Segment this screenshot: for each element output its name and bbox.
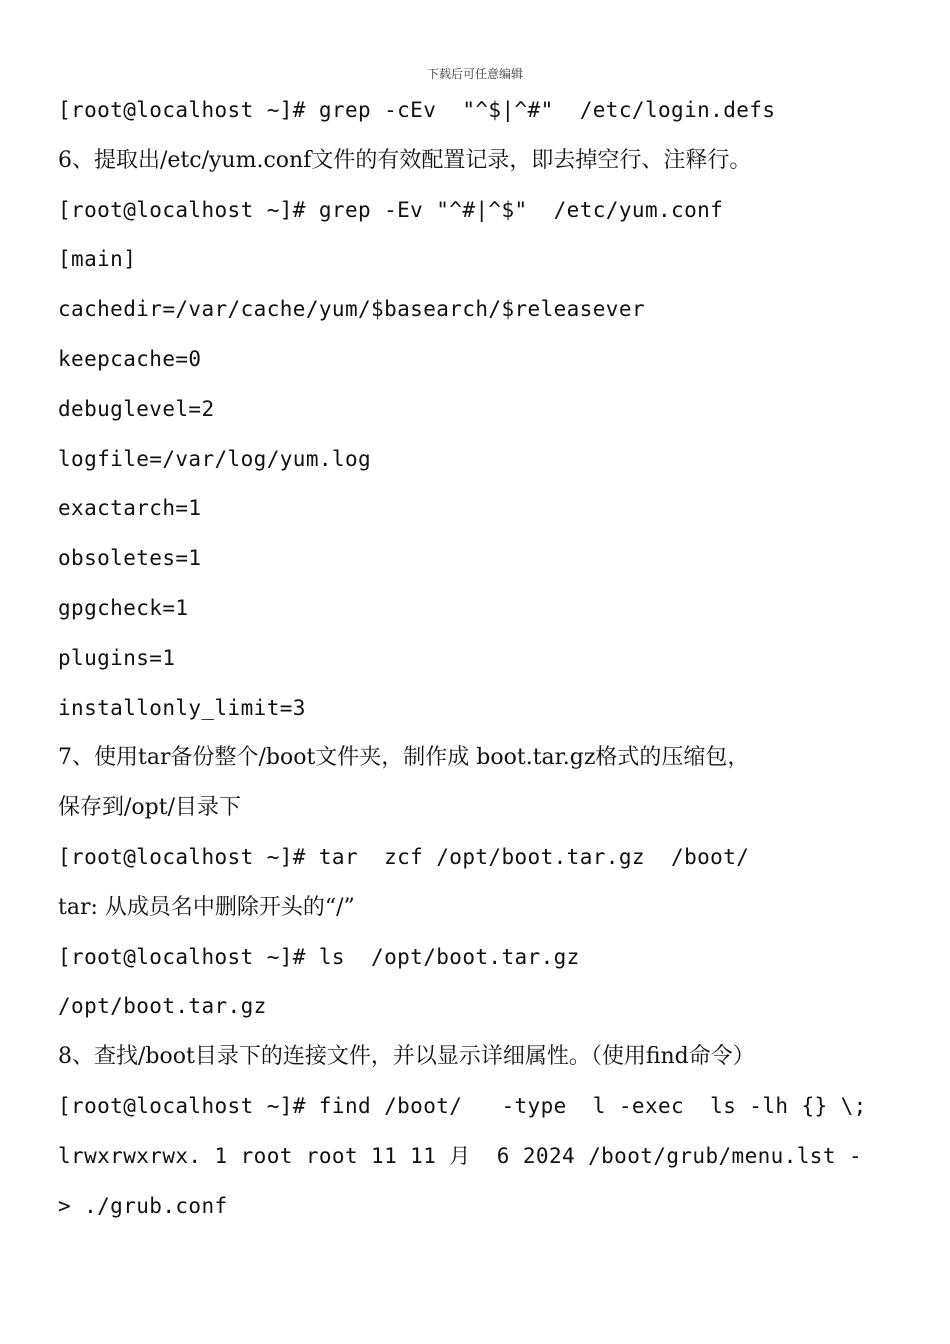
command-line-find: [root@localhost ~]# find /boot/ -type l -exec ls -lh {} \; xyxy=(58,1093,867,1118)
output-line: debuglevel=2 xyxy=(58,396,215,421)
task-8-heading: 8、查找/boot目录下的连接文件，并以显示详细属性。（使用find命令） xyxy=(58,1044,755,1070)
output-line: cachedir=/var/cache/yum/$basearch/$releasever xyxy=(58,297,645,322)
task-6-heading: 6、提取出/etc/yum.conf文件的有效配置记录，即去掉空行、注释行。 xyxy=(58,147,752,173)
task-7-heading-continued: 保存到/opt/目录下 xyxy=(58,795,241,821)
output-line: > ./grub.conf xyxy=(58,1193,228,1218)
output-line: keepcache=0 xyxy=(58,346,202,371)
task-7-heading: 7、使用tar备份整个/boot文件夹，制作成 boot.tar.gz格式的压缩包， xyxy=(58,745,750,771)
output-line: obsoletes=1 xyxy=(58,546,202,571)
output-line: lrwxrwxrwx. 1 root root 11 11 月 6 2024 /boot/grub/menu.lst - xyxy=(58,1143,862,1168)
output-line: installonly_limit=3 xyxy=(58,695,306,720)
command-line-ls: [root@localhost ~]# ls /opt/boot.tar.gz xyxy=(58,944,580,969)
command-line-grep-login-defs: [root@localhost ~]# grep -cEv "^$|^#" /etc/login.defs xyxy=(58,98,776,122)
output-line: [main] xyxy=(58,247,137,272)
command-line-tar: [root@localhost ~]# tar zcf /opt/boot.tar.gz /boot/ xyxy=(58,844,750,869)
output-line: plugins=1 xyxy=(58,645,176,670)
output-line: exactarch=1 xyxy=(58,496,202,521)
document-body xyxy=(58,86,908,1231)
output-line: gpgcheck=1 xyxy=(58,595,189,620)
command-line-grep-yum-conf: [root@localhost ~]# grep -Ev "^#|^$" /etc/yum.conf xyxy=(58,197,724,222)
output-line: /opt/boot.tar.gz xyxy=(58,994,267,1019)
output-line: tar: 从成员名中删除开头的“/” xyxy=(58,894,355,920)
page-header: 下载后可任意编辑 xyxy=(426,67,523,81)
output-line: logfile=/var/log/yum.log xyxy=(58,446,372,471)
